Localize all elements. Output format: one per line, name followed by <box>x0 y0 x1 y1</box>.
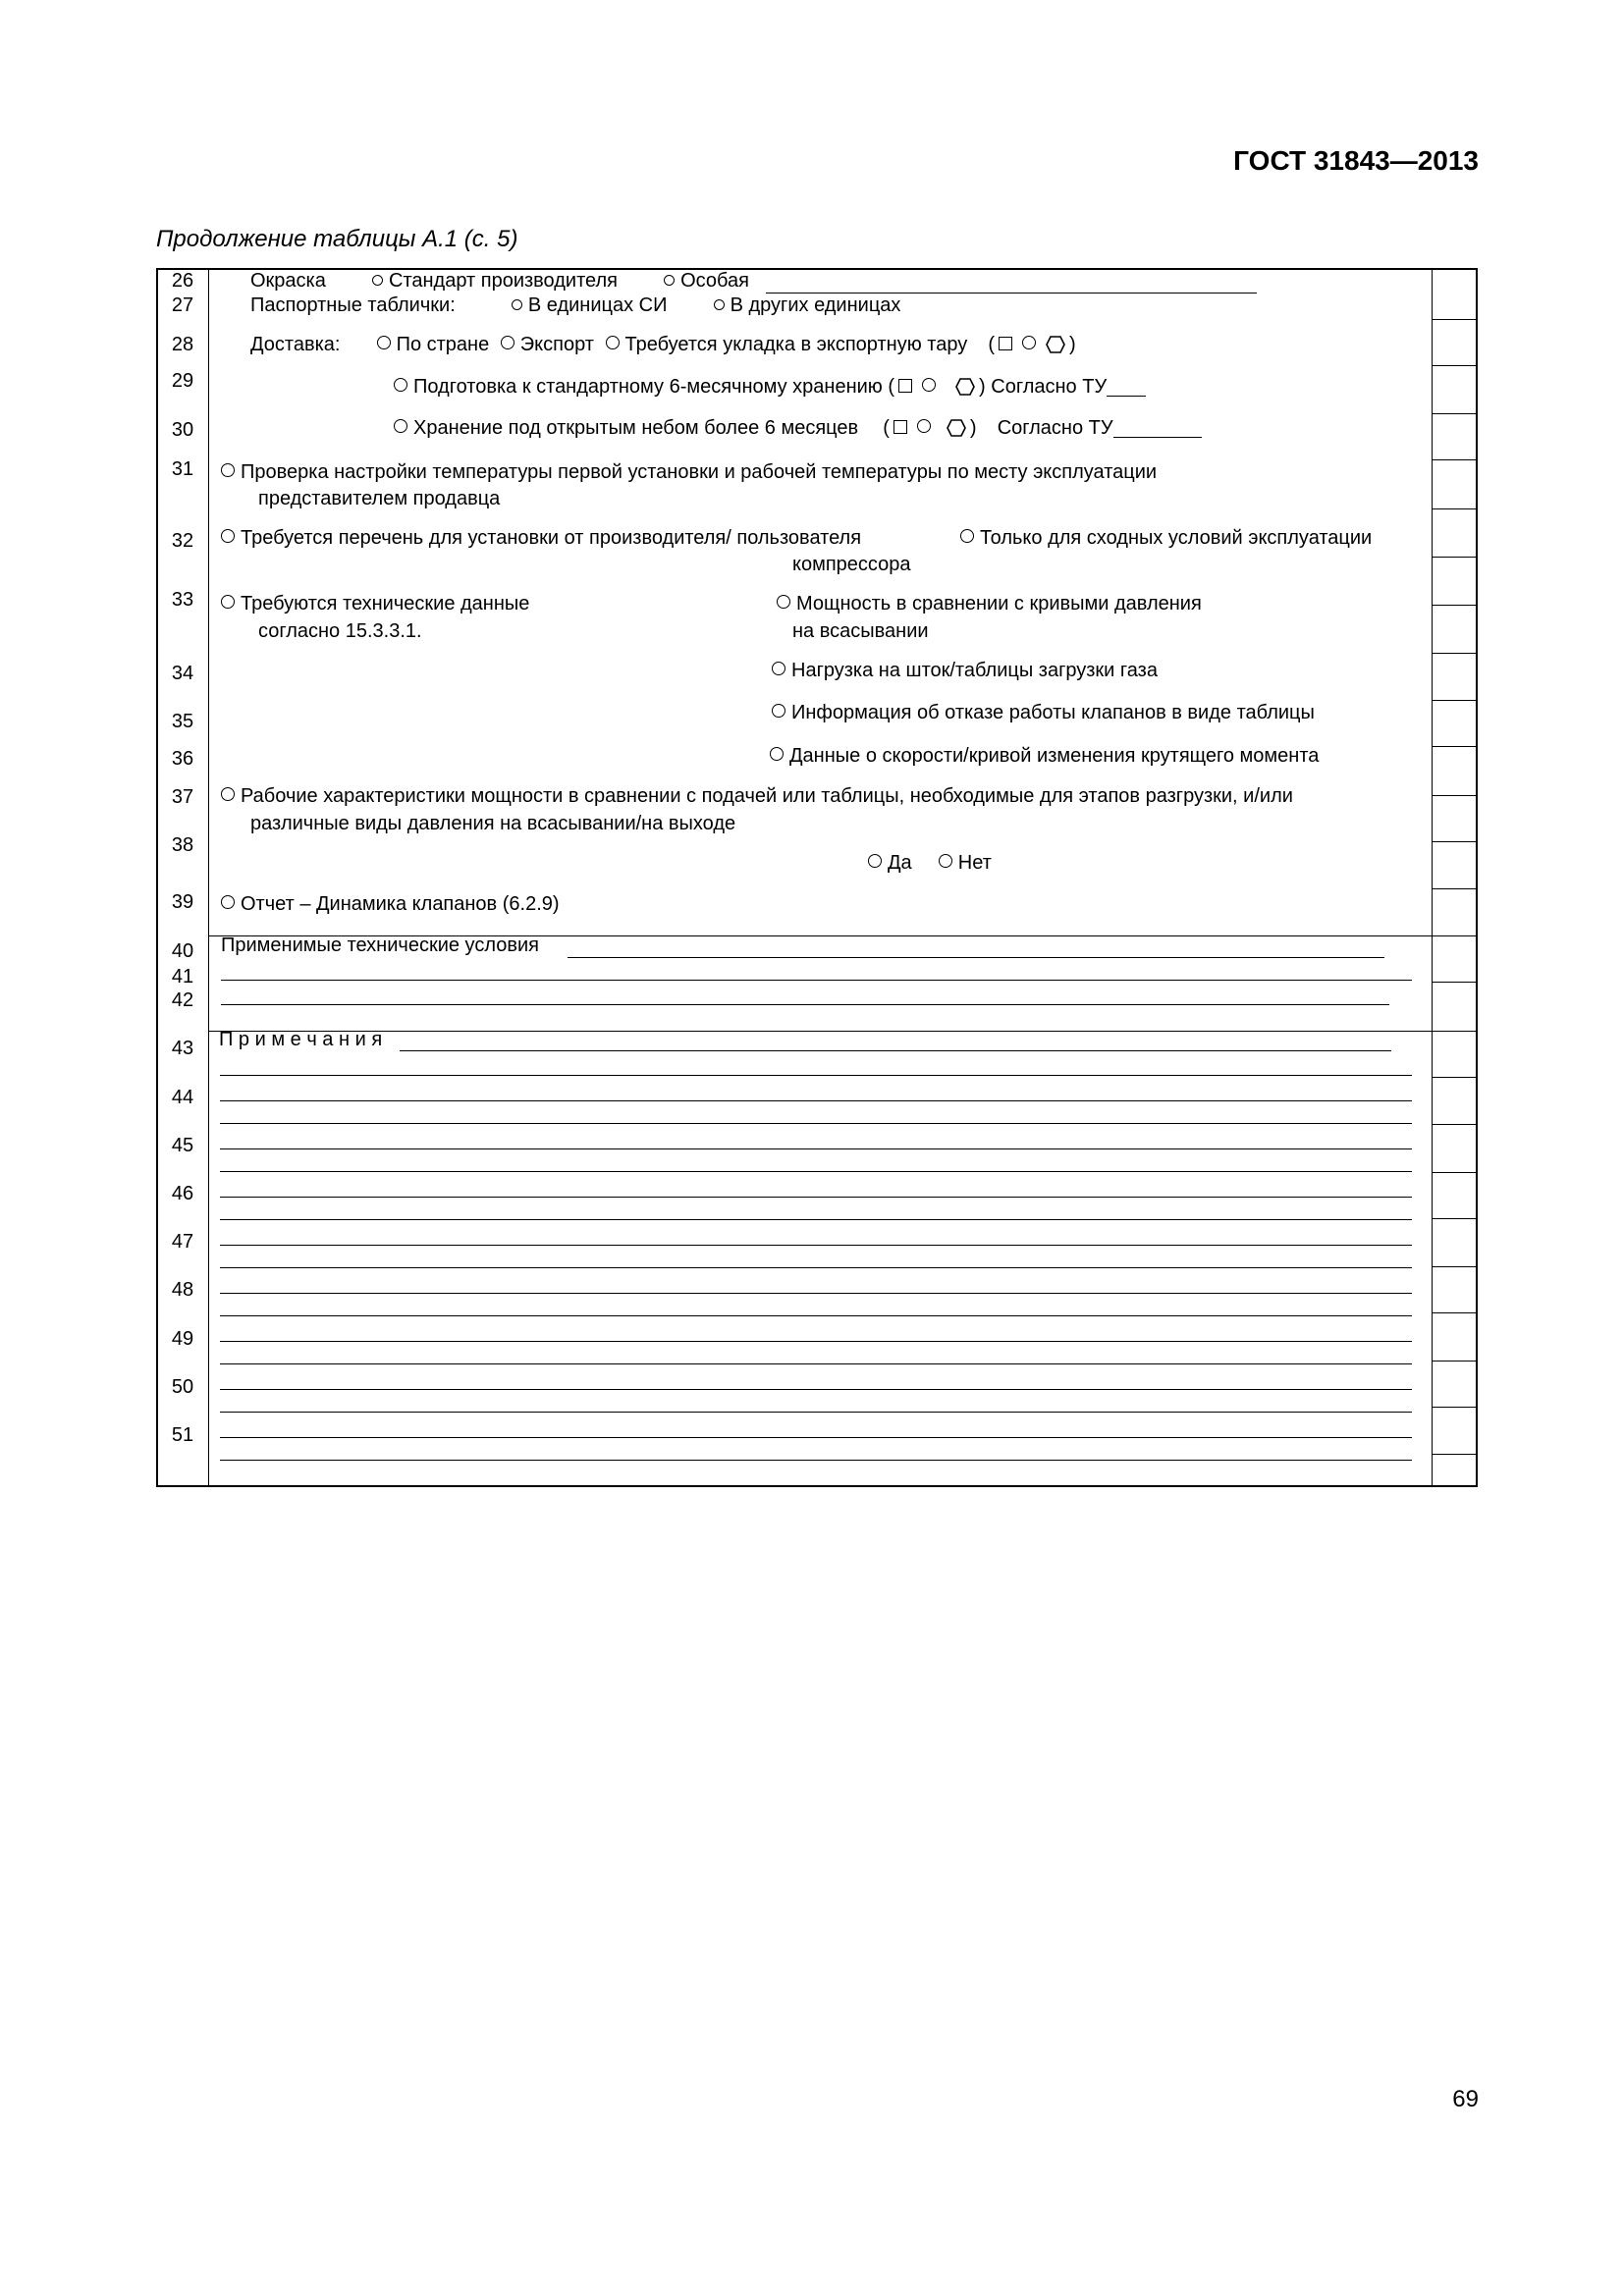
list-required-row <box>221 527 861 550</box>
row-number: 36 <box>171 748 194 770</box>
notes-line[interactable] <box>220 1219 1412 1220</box>
radio-icon[interactable] <box>372 275 383 286</box>
radio-icon[interactable] <box>221 895 235 909</box>
mark-row-line <box>1432 557 1477 558</box>
radio-icon[interactable] <box>501 336 514 349</box>
row-number: 38 <box>171 834 194 856</box>
capacity-line2: различные виды давления на всасывании/на выходе <box>250 813 736 834</box>
radio-icon[interactable] <box>221 529 235 543</box>
similar-conditions-option: Только для сходных условий эксплуатации <box>980 527 1373 549</box>
mark-row-line <box>1432 365 1477 366</box>
paren-close: ) <box>979 376 986 398</box>
radio-icon[interactable] <box>714 299 725 310</box>
list-compressor-text: компрессора <box>792 554 911 575</box>
power-curves-line2: на всасывании <box>792 620 929 642</box>
radio-icon[interactable] <box>917 419 931 433</box>
notes-line[interactable] <box>220 1315 1412 1316</box>
row-number: 27 <box>171 294 194 316</box>
radio-icon[interactable] <box>777 595 790 609</box>
torque-data-option: Данные о скорости/кривой изменения крутящего момента <box>789 745 1320 767</box>
delivery-export-option: Экспорт <box>519 334 594 355</box>
yes-no-row <box>868 852 992 875</box>
mark-row-line <box>1432 508 1477 509</box>
temp-check-row <box>221 461 1157 484</box>
storage-outdoor-row <box>388 417 1202 440</box>
list-required-option: Требуется перечень для установки от производителя/ пользователя <box>241 527 862 549</box>
mark-row-line <box>1432 1454 1477 1455</box>
capacity-row <box>221 785 1293 808</box>
spec-blank[interactable] <box>1107 378 1146 397</box>
notes-line[interactable] <box>220 1341 1412 1342</box>
notes-line[interactable] <box>220 1293 1412 1294</box>
nameplates-row <box>250 294 900 317</box>
mark-row-line <box>1432 1077 1477 1078</box>
table-caption: Продолжение таблицы А.1 (с. 5) <box>156 226 518 252</box>
mark-row-line <box>1432 1312 1477 1313</box>
row-number: 47 <box>171 1231 194 1253</box>
notes-line[interactable] <box>400 1050 1391 1051</box>
row-number: 46 <box>171 1183 194 1204</box>
notes-line[interactable] <box>220 1437 1412 1438</box>
notes-line[interactable] <box>220 1123 1412 1124</box>
row-number: 44 <box>171 1087 194 1108</box>
radio-icon[interactable] <box>512 299 522 310</box>
applicable-specs-blank[interactable] <box>221 980 1412 981</box>
notes-line[interactable] <box>220 1148 1412 1149</box>
paren-close: ) <box>1069 334 1076 355</box>
row-number: 50 <box>171 1376 194 1398</box>
hexagon-icon[interactable] <box>955 378 975 396</box>
notes-label: П р и м е ч а н и я <box>219 1029 383 1050</box>
mark-row-line <box>1432 653 1477 654</box>
row-number: 28 <box>171 334 194 355</box>
valve-dynamics-row <box>221 893 560 916</box>
checkbox-icon[interactable] <box>999 337 1012 350</box>
storage-6month-spec: Согласно ТУ <box>991 376 1108 398</box>
row-number: 29 <box>171 370 194 392</box>
applicable-specs-blank[interactable] <box>568 957 1384 958</box>
mark-row-line <box>1432 1172 1477 1173</box>
notes-line[interactable] <box>220 1389 1412 1390</box>
valve-failure-option: Информация об отказе работы клапанов в виде таблицы <box>791 702 1315 723</box>
tech-data-line2: согласно 15.3.3.1. <box>258 620 422 642</box>
mark-row-line <box>1432 413 1477 414</box>
row-number: 37 <box>171 786 194 808</box>
hexagon-icon[interactable] <box>1046 336 1065 353</box>
paren-open: ( <box>883 417 890 439</box>
mark-row-line <box>1432 935 1477 936</box>
radio-icon[interactable] <box>939 854 952 868</box>
radio-icon[interactable] <box>772 704 785 718</box>
row-number: 39 <box>171 891 194 913</box>
rod-load-row <box>772 660 1158 682</box>
temp-check-line2: представителем продавца <box>258 488 501 509</box>
valve-dynamics-option: Отчет – Динамика клапанов (6.2.9) <box>241 893 560 915</box>
row-number: 30 <box>171 419 194 441</box>
paren-close: ) <box>969 417 977 439</box>
radio-icon[interactable] <box>1022 336 1036 349</box>
capacity-line1: Рабочие характеристики мощности в сравнении с подачей или таблицы, необходимые для этапов разгрузки, и/или <box>241 785 1293 807</box>
notes-line[interactable] <box>220 1412 1412 1413</box>
radio-icon[interactable] <box>221 595 235 609</box>
notes-line[interactable] <box>220 1100 1412 1101</box>
notes-line[interactable] <box>220 1245 1412 1246</box>
storage-6month-option: Подготовка к стандартному 6-месячному хранению <box>413 376 883 398</box>
temp-check-line1: Проверка настройки температуры первой установки и рабочей температуры по месту эксплуатации <box>241 461 1158 483</box>
row-number: 41 <box>171 966 194 988</box>
torque-data-row <box>770 745 1319 768</box>
notes-line[interactable] <box>220 1460 1412 1461</box>
radio-icon[interactable] <box>377 336 391 349</box>
row-number: 32 <box>171 530 194 552</box>
delivery-domestic-option: По стране <box>396 334 490 355</box>
valve-failure-row <box>772 702 1315 724</box>
radio-icon[interactable] <box>606 336 620 349</box>
applicable-specs-blank[interactable] <box>221 1004 1389 1005</box>
section-divider <box>208 1031 1432 1032</box>
notes-line[interactable] <box>220 1267 1412 1268</box>
delivery-export-pack-option: Требуется укладка в экспортную тару <box>624 334 968 355</box>
row-number: 26 <box>171 270 194 292</box>
hexagon-icon[interactable] <box>947 419 966 437</box>
mark-row-line <box>1432 1218 1477 1219</box>
radio-icon[interactable] <box>221 463 235 477</box>
row-number: 43 <box>171 1038 194 1059</box>
radio-icon[interactable] <box>960 529 974 543</box>
page-number: 69 <box>1452 2086 1479 2112</box>
radio-icon[interactable] <box>221 787 235 801</box>
notes-line[interactable] <box>220 1075 1412 1076</box>
delivery-row <box>250 334 1076 356</box>
radio-icon[interactable] <box>664 275 675 286</box>
tech-data-row <box>221 593 529 615</box>
notes-line[interactable] <box>220 1197 1412 1198</box>
standard-designation: ГОСТ 31843—2013 <box>1233 145 1479 176</box>
nameplates-label: Паспортные таблички: <box>250 294 456 316</box>
mark-row-line <box>1432 795 1477 796</box>
power-curves-line1: Мощность в сравнении с кривыми давления <box>796 593 1202 614</box>
painting-special-option: Особая <box>680 270 749 292</box>
row-number: 51 <box>171 1424 194 1446</box>
painting-label: Окраска <box>250 270 326 292</box>
tech-data-line1: Требуются технические данные <box>241 593 530 614</box>
mark-row-line <box>1432 888 1477 889</box>
mark-row-line <box>1432 1031 1477 1032</box>
radio-icon[interactable] <box>394 419 407 433</box>
nameplates-other-option: В других единицах <box>730 294 901 316</box>
mark-row-line <box>1432 605 1477 606</box>
row-number: 31 <box>171 458 194 480</box>
row-number: 42 <box>171 989 194 1011</box>
no-option: Нет <box>957 852 992 874</box>
column-divider-numbers <box>208 268 209 1487</box>
row-number: 49 <box>171 1328 194 1350</box>
paren-open: ( <box>988 334 996 355</box>
nameplates-si-option: В единицах СИ <box>527 294 668 316</box>
notes-line[interactable] <box>220 1171 1412 1172</box>
row-number: 40 <box>171 940 194 962</box>
mark-row-line <box>1432 319 1477 320</box>
mark-row-line <box>1432 1361 1477 1362</box>
row-number: 34 <box>171 663 194 684</box>
checkbox-icon[interactable] <box>898 379 912 393</box>
row-number: 35 <box>171 711 194 732</box>
storage-outdoor-spec: Согласно ТУ <box>997 417 1113 439</box>
storage-outdoor-option: Хранение под открытым небом более 6 месяцев <box>413 417 859 439</box>
yes-option: Да <box>888 852 912 874</box>
mark-row-line <box>1432 841 1477 842</box>
mark-row-line <box>1432 459 1477 460</box>
storage-6month-row <box>388 376 1146 399</box>
checkbox-icon[interactable] <box>893 420 907 434</box>
mark-row-line <box>1432 700 1477 701</box>
radio-icon[interactable] <box>922 378 936 392</box>
power-curves-row <box>777 593 1202 615</box>
painting-special-blank[interactable] <box>766 293 1257 294</box>
painting-manufacturer-option: Стандарт производителя <box>389 270 618 292</box>
column-divider-marks <box>1432 268 1433 1487</box>
mark-row-line <box>1432 746 1477 747</box>
painting-row <box>250 270 749 293</box>
paren-open: ( <box>888 376 895 398</box>
radio-icon[interactable] <box>772 662 785 675</box>
spec-blank[interactable] <box>1113 419 1202 438</box>
row-number: 45 <box>171 1135 194 1156</box>
similar-conditions-row <box>960 527 1372 550</box>
radio-icon[interactable] <box>868 854 882 868</box>
rod-load-option: Нагрузка на шток/таблицы загрузки газа <box>791 660 1158 681</box>
mark-row-line <box>1432 1407 1477 1408</box>
mark-row-line <box>1432 1124 1477 1125</box>
row-number: 33 <box>171 589 194 611</box>
mark-row-line <box>1432 982 1477 983</box>
applicable-specs-label: Применимые технические условия <box>221 934 539 956</box>
delivery-label: Доставка: <box>250 334 341 355</box>
mark-row-line <box>1432 1266 1477 1267</box>
form-table <box>156 268 1478 1487</box>
row-number: 48 <box>171 1279 194 1301</box>
radio-icon[interactable] <box>770 747 784 761</box>
notes-line[interactable] <box>220 1363 1412 1364</box>
radio-icon[interactable] <box>394 378 407 392</box>
